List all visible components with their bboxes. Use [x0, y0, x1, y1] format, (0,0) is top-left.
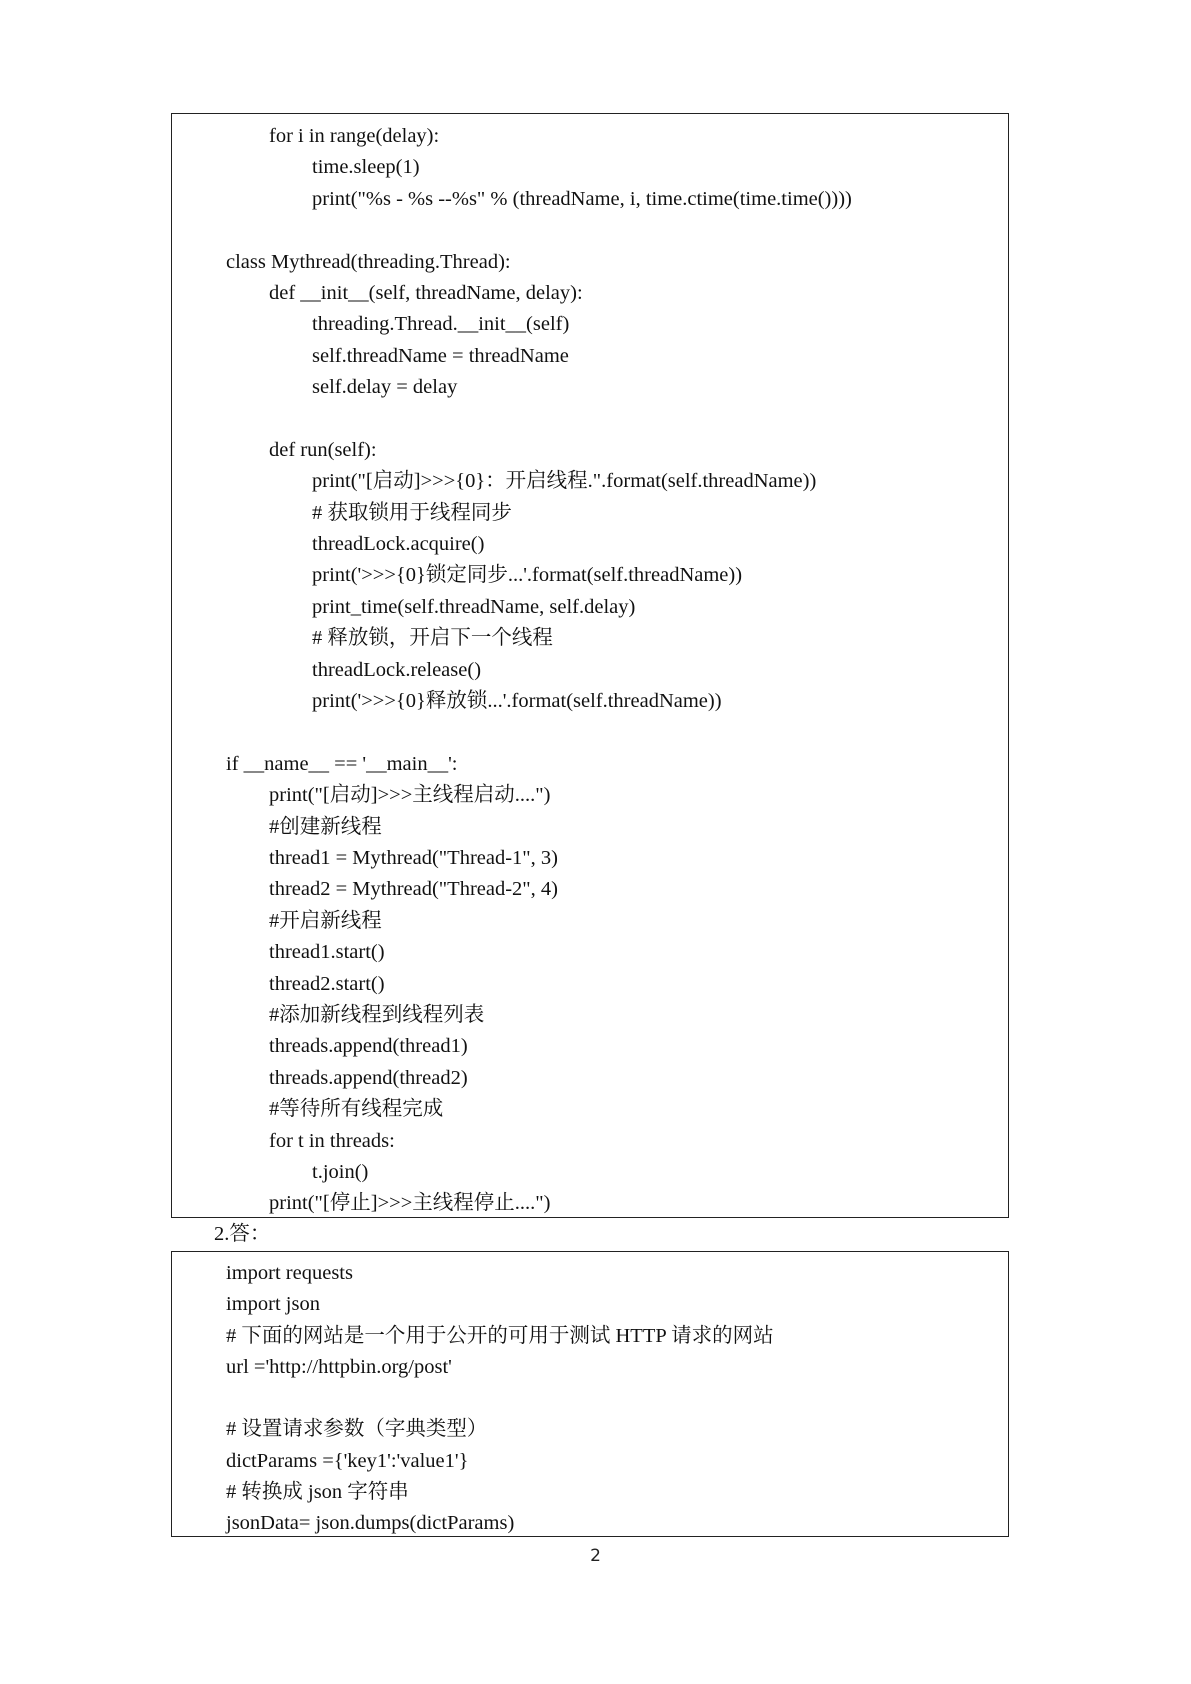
code-line: for t in threads:	[269, 1129, 395, 1152]
code-line: print('>>>{0}释放锁...'.format(self.threadName))	[312, 690, 722, 713]
code-line: def run(self):	[269, 438, 377, 461]
code-line: import json	[226, 1293, 320, 1316]
page-number: 2	[590, 1546, 601, 1566]
code-line: print("[启动]>>>{0}：开启线程.".format(self.threadName))	[312, 470, 817, 493]
code-line: threads.append(thread2)	[269, 1066, 468, 1089]
code-line: threadLock.release()	[312, 658, 482, 681]
code-line: threadLock.acquire()	[312, 533, 485, 556]
code-line: if __name__ == '__main__':	[226, 752, 458, 775]
code-line: jsonData= json.dumps(dictParams)	[226, 1512, 515, 1535]
code-line	[172, 717, 1008, 748]
code-line: print("[启动]>>>主线程启动....")	[269, 784, 551, 807]
code-line: thread2 = Mythread("Thread-2", 4)	[269, 878, 558, 901]
code-line: #添加新线程到线程列表	[269, 1003, 485, 1026]
code-line: print('>>>{0}锁定同步...'.format(self.threadName))	[312, 564, 743, 587]
code-line: dictParams ={'key1':'value1'}	[226, 1449, 469, 1472]
code-line: # 转换成 json 字符串	[226, 1481, 409, 1504]
code-line	[172, 215, 1008, 246]
code-line: self.threadName = threadName	[312, 344, 569, 367]
code-line	[172, 404, 1008, 435]
code-block-requests	[171, 1251, 1009, 1537]
code-line: import requests	[226, 1262, 353, 1284]
code-line: thread2.start()	[269, 972, 385, 995]
code-line	[172, 1383, 1008, 1414]
code-line: #开启新线程	[269, 909, 382, 932]
code-line: time.sleep(1)	[312, 156, 420, 179]
code-line: threading.Thread.__init__(self)	[312, 313, 570, 336]
code-line: threads.append(thread1)	[269, 1035, 468, 1058]
code-line: class Mythread(threading.Thread):	[226, 250, 511, 273]
code-line: print("%s - %s --%s" % (threadName, i, time.ctime(time.time())))	[312, 187, 852, 210]
code-line: # 下面的网站是一个用于公开的可用于测试 HTTP 请求的网站	[226, 1324, 774, 1347]
code-line: print_time(self.threadName, self.delay)	[312, 595, 636, 618]
code-line: # 释放锁，开启下一个线程	[312, 627, 553, 650]
code-line: t.join()	[312, 1160, 369, 1183]
code-line: #创建新线程	[269, 815, 382, 838]
code-block-threading	[171, 113, 1009, 1218]
answer-label: 2.答：	[214, 1223, 271, 1245]
code-line: # 设置请求参数（字典类型）	[226, 1418, 488, 1441]
code-line: #等待所有线程完成	[269, 1098, 444, 1121]
code-line: for i in range(delay):	[269, 125, 440, 147]
code-line: url ='http://httpbin.org/post'	[226, 1355, 452, 1378]
code-line: self.delay = delay	[312, 376, 458, 399]
code-line: thread1.start()	[269, 941, 385, 964]
code-line: thread1 = Mythread("Thread-1", 3)	[269, 846, 558, 869]
code-line: # 获取锁用于线程同步	[312, 501, 512, 524]
code-line: print("[停止]>>>主线程停止....")	[269, 1192, 551, 1215]
code-line: def __init__(self, threadName, delay):	[269, 281, 583, 304]
